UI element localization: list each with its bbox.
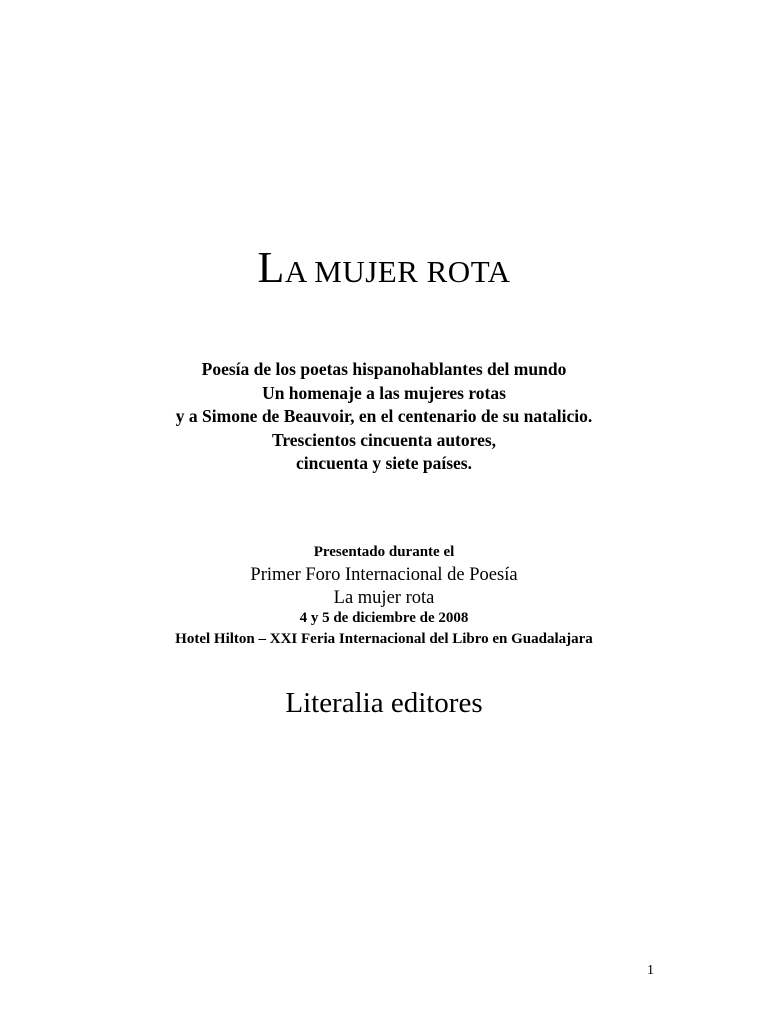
subtitle-line: Un homenaje a las mujeres rotas — [262, 382, 506, 403]
event-details — [0, 608, 768, 650]
book-title — [0, 240, 768, 300]
presented-label: Presentado durante el — [313, 544, 455, 560]
subtitle-line: Trescientos cincuenta autores, — [271, 429, 497, 450]
subtitle-line: cincuenta y siete países. — [296, 453, 472, 473]
page-number: 1 — [647, 963, 654, 978]
forum-title: La mujer rota — [333, 588, 435, 608]
event-venue: Hotel Hilton – XXI Feria Internacional del Libro en Guadalajara — [175, 631, 593, 647]
publisher-name: Literalia editores — [285, 687, 483, 719]
title-rest: A MUJER ROTA — [284, 254, 511, 289]
subtitle-line: Poesía de los poetas hispanohablantes del mundo — [201, 359, 567, 379]
subtitle-line: y a Simone de Beauvoir, en el centenario de su natalicio. — [175, 406, 593, 426]
title-initial: L — [257, 243, 285, 292]
subtitle-block — [0, 358, 768, 476]
forum-block — [0, 564, 768, 610]
forum-name: Primer Foro Internacional de Poesía — [250, 565, 518, 585]
event-dates: 4 y 5 de diciembre de 2008 — [299, 610, 469, 626]
